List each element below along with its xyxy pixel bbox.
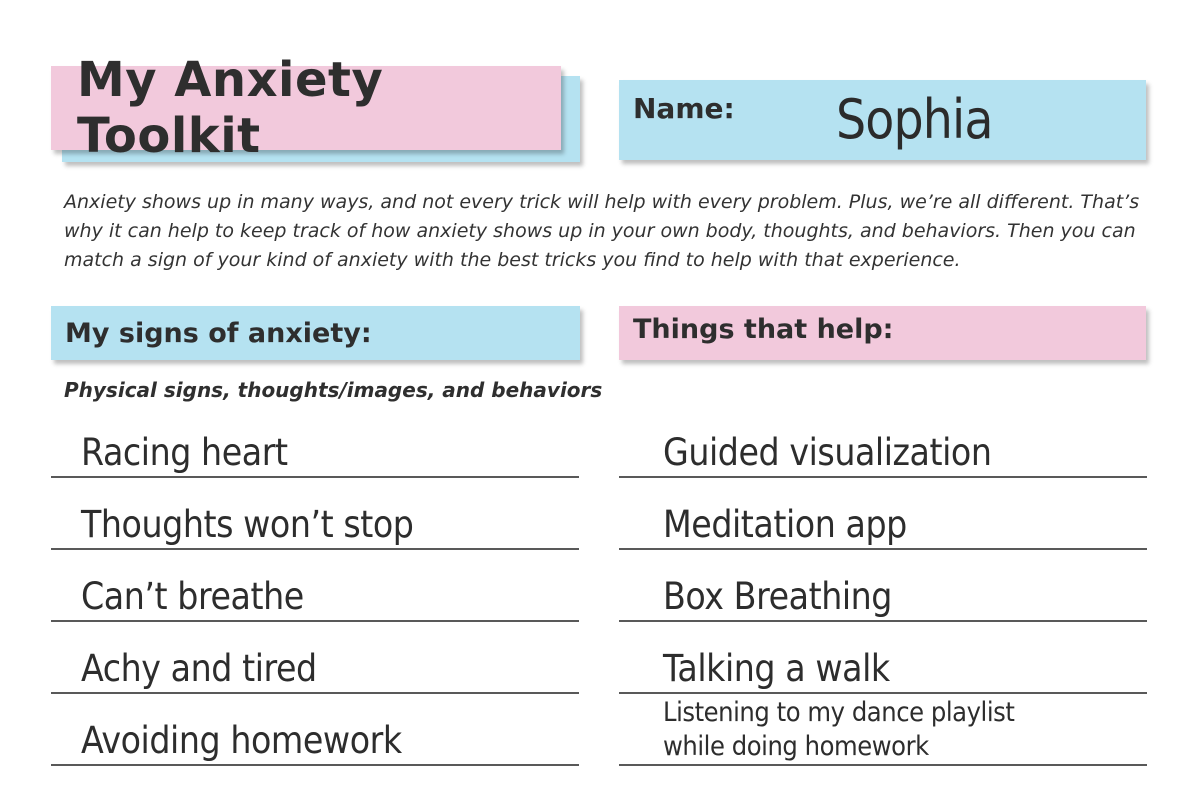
page-title: My Anxiety Toolkit (77, 52, 384, 164)
signs-heading-banner (51, 306, 580, 360)
helps-heading: Things that help: (633, 313, 894, 345)
help-row (619, 552, 1147, 622)
help-row (619, 408, 1147, 478)
sign-entry: Can’t breathe (81, 575, 304, 618)
sign-row (51, 408, 579, 478)
sign-entry: Achy and tired (81, 647, 317, 690)
help-row (619, 624, 1147, 694)
help-entry: Talking a walk (663, 647, 890, 690)
sign-row (51, 552, 579, 622)
help-entry: Guided visualization (663, 431, 992, 474)
help-row (619, 480, 1147, 550)
intro-paragraph: Anxiety shows up in many ways, and not every trick will help with every problem. Plus, we’re all different. That’s why it can help to keep track of how anxiety shows up in your own body, thoughts, and behaviors. Then you can match a sign of your kind of anxiety with the best tricks you find to help with that experience. (64, 191, 1140, 271)
sign-entry: Racing heart (81, 431, 288, 474)
name-value: Sophia (836, 88, 993, 151)
help-row (619, 696, 1147, 766)
sign-entry: Avoiding homework (81, 719, 402, 762)
help-entry: Box Breathing (663, 575, 892, 618)
sign-row (51, 624, 579, 694)
signs-subtitle: Physical signs, thoughts/images, and behaviors (64, 378, 603, 402)
signs-heading: My signs of anxiety: (65, 317, 372, 349)
sign-entry: Thoughts won’t stop (81, 503, 414, 546)
helps-heading-banner (619, 306, 1146, 360)
title-banner (51, 52, 561, 164)
name-banner (619, 80, 1146, 160)
name-label: Name: (633, 92, 735, 125)
help-entry: Meditation app (663, 503, 907, 546)
help-entry: Listening to my dance playlist while doing homework (663, 697, 1015, 762)
sign-row (51, 696, 579, 766)
sign-row (51, 480, 579, 550)
